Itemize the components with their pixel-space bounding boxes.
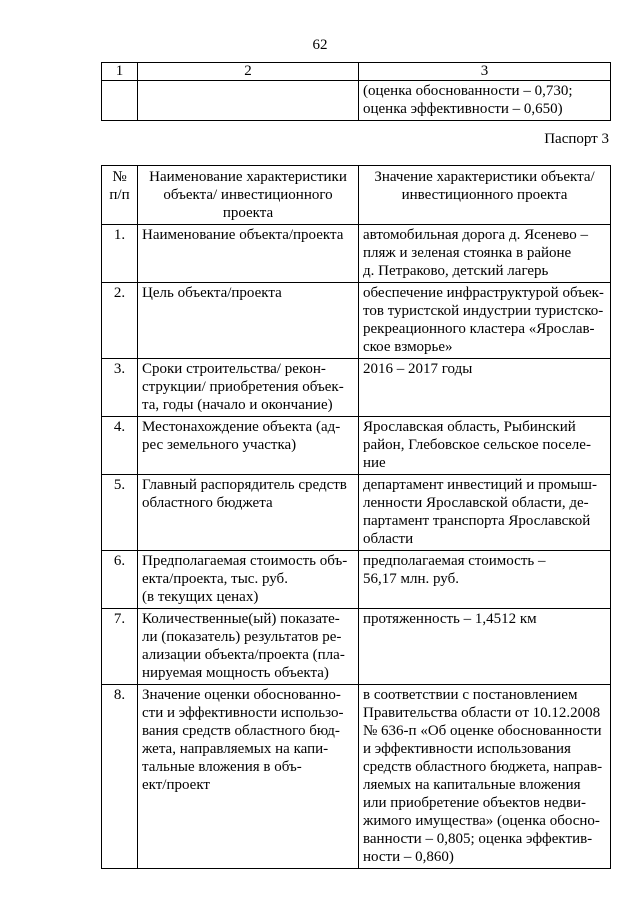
cell-value: предполагаемая стоимость – 56,17 млн. руб. [359, 551, 611, 609]
cell-name: Цель объекта/проекта [138, 283, 359, 359]
table-row [102, 417, 611, 475]
cell-name: Сроки строительства/ рекон- струкции/ приобретения объек- та, годы (начало и окончание) [138, 359, 359, 417]
cell-value: автомобильная дорога д. Ясенево – пляж и зеленая стоянка в районе д. Петраково, детский лагерь [359, 225, 611, 283]
cell-name: Значение оценки обоснованно- сти и эффективности использо- вания средств областного бюд- жета, направляемых на капи- тальные вложения в объ- ект/проект [138, 685, 359, 869]
column-number-3: 3 [359, 63, 611, 81]
cell-name [138, 81, 359, 121]
table-row [102, 551, 611, 609]
cell-name: Наименование объекта/проекта [138, 225, 359, 283]
cell-num: 1. [102, 225, 138, 283]
header-row [102, 166, 611, 225]
continuation-table [101, 62, 611, 121]
table-row [102, 81, 611, 121]
cell-num: 7. [102, 609, 138, 685]
cell-num: 4. [102, 417, 138, 475]
header-name: Наименование характеристики объекта/ инвестиционного проекта [138, 166, 359, 225]
passport-label: Паспорт 3 [544, 131, 609, 147]
table-row [102, 609, 611, 685]
passport-table [101, 165, 611, 869]
header-value: Значение характеристики объекта/ инвестиционного проекта [359, 166, 611, 225]
cell-value: в соответствии с постановлением Правительства области от 10.12.2008 № 636-п «Об оценке обоснованности и эффективности использования средств областного бюджета, направ- ляемых на капитальные вложения или приобретение объектов недви- жимого имущества» (оценка обосно- ванности – 0,805; оценка эффектив- ности – 0,860) [359, 685, 611, 869]
table-row [102, 359, 611, 417]
cell-value: департамент инвестиций и промыш- ленности Ярославской области, де- партамент транспорта Ярославской области [359, 475, 611, 551]
cell-value: протяженность – 1,4512 км [359, 609, 611, 685]
cell-num: 5. [102, 475, 138, 551]
cell-value: (оценка обоснованности – 0,730; оценка эффективности – 0,650) [359, 81, 611, 121]
cell-name: Местонахождение объекта (ад- рес земельного участка) [138, 417, 359, 475]
passport-body [102, 225, 611, 869]
cell-num [102, 81, 138, 121]
cell-num: 3. [102, 359, 138, 417]
table-row [102, 685, 611, 869]
cell-name: Количественные(ый) показате- ли (показатель) результатов ре- ализации объекта/проекта (пла- нируемая мощность объекта) [138, 609, 359, 685]
page-number: 62 [312, 37, 328, 53]
table-row [102, 283, 611, 359]
table-row [102, 475, 611, 551]
column-number-2: 2 [138, 63, 359, 81]
cell-num: 8. [102, 685, 138, 869]
cell-value: Ярославская область, Рыбинский район, Глебовское сельское поселе- ние [359, 417, 611, 475]
cell-value: обеспечение инфраструктурой объек- тов туристской индустрии туристско- рекреационного кластера «Ярослав- ское взморье» [359, 283, 611, 359]
column-number-1: 1 [102, 63, 138, 81]
cell-value: 2016 – 2017 годы [359, 359, 611, 417]
cell-num: 6. [102, 551, 138, 609]
cell-name: Главный распорядитель средств областного бюджета [138, 475, 359, 551]
table-row [102, 225, 611, 283]
column-number-row [102, 63, 611, 81]
header-num: № п/п [102, 166, 138, 225]
cell-num: 2. [102, 283, 138, 359]
cell-name: Предполагаемая стоимость объ- екта/проекта, тыс. руб. (в текущих ценах) [138, 551, 359, 609]
